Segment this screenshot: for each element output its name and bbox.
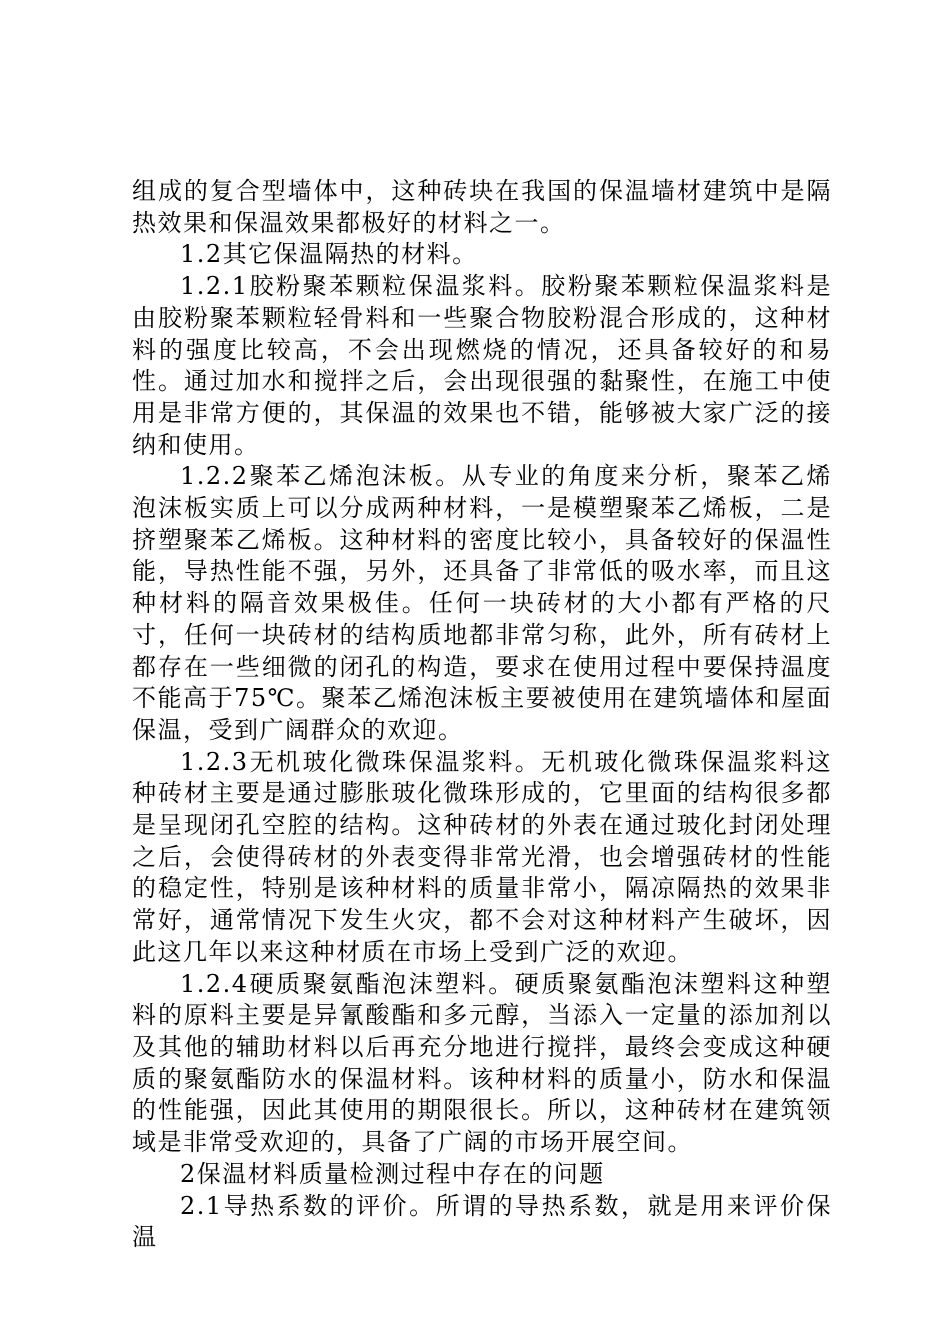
document-page bbox=[132, 176, 832, 1254]
section-heading-1-2: 1.2其它保温隔热的材料。 bbox=[180, 240, 478, 269]
section-heading-2: 2保温材料质量检测过程中存在的问题 bbox=[180, 1159, 605, 1188]
paragraph-1-2-4: 1.2.4硬质聚氨酯泡沫塑料。硬质聚氨酯泡沫塑料这种塑料的原料主要是异氰酸酯和多元醇，当添入一定量的添加剂以及其他的辅助材料以后再充分地进行搅拌，最终会变成这种硬质的聚氨酯防水的保温材料。该种材料的质量小，防水和保温的性能强，因此其使用的期限很长。所以，这种砖材在建筑领域是非常受欢迎的，具备了广阔的市场开展空间。 bbox=[132, 969, 832, 1157]
paragraph-1-2-3: 1.2.3无机玻化微珠保温浆料。无机玻化微珠保温浆料这种砖材主要是通过膨胀玻化微珠形成的，它里面的结构很多都是呈现闭孔空腔的结构。这种砖材的外表在通过玻化封闭处理之后，会使得砖材的外表变得非常光滑，也会增强砖材的性能的稳定性，特别是该种材料的质量非常小，隔凉隔热的效果非常好，通常情况下发生火灾，都不会对这种材料产生破坏，因此这几年以来这种材质在市场上受到广泛的欢迎。 bbox=[132, 747, 832, 966]
paragraph-continuation: 组成的复合型墙体中，这种砖块在我国的保温墙材建筑中是隔热效果和保温效果都极好的材料之一。 bbox=[132, 177, 832, 237]
paragraph-1-2-2: 1.2.2聚苯乙烯泡沫板。从专业的角度来分析，聚苯乙烯泡沫板实质上可以分成两种材料，一是模塑聚苯乙烯板，二是挤塑聚苯乙烯板。这种材料的密度比较小，具备较好的保温性能，导热性能不强，另外，还具备了非常低的吸水率，而且这种材料的隔音效果极佳。任何一块砖材的大小都有严格的尺寸，任何一块砖材的结构质地都非常匀称，此外，所有砖材上都存在一些细微的闭孔的构造，要求在使用过程中要保持温度不能高于75℃。聚苯乙烯泡沫板主要被使用在建筑墙体和屋面保温，受到广阔群众的欢迎。 bbox=[132, 462, 832, 744]
paragraph-2-1: 2.1导热系数的评价。所谓的导热系数，就是用来评价保温 bbox=[132, 1191, 832, 1252]
paragraph-1-2-1: 1.2.1胶粉聚苯颗粒保温浆料。胶粉聚苯颗粒保温浆料是由胶粉聚苯颗粒轻骨料和一些聚合物胶粉混合形成的，这种材料的强度比较高，不会出现燃烧的情况，还具备较好的和易性。通过加水和搅拌之后，会出现很强的黏聚性，在施工中使用是非常方便的，其保温的效果也不错，能够被大家广泛的接纳和使用。 bbox=[132, 272, 832, 459]
